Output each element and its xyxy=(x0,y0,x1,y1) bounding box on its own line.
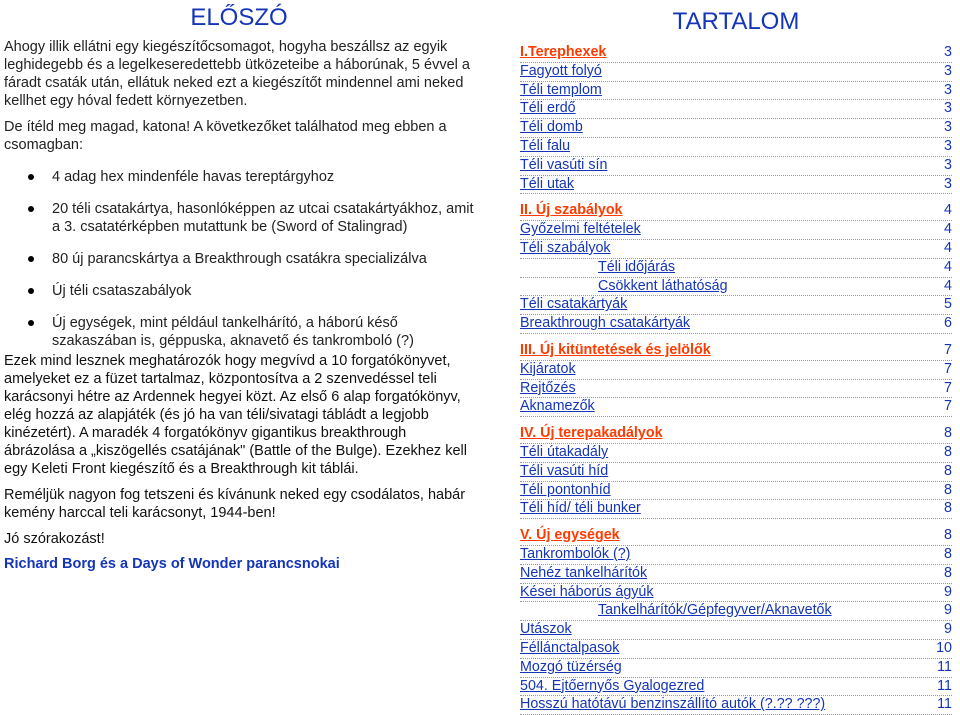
list-item: 80 új parancskártya a Breakthrough csatákra specializálva xyxy=(4,250,474,268)
toc-page-number: 3 xyxy=(944,175,952,192)
toc-page-number: 4 xyxy=(944,202,952,219)
toc-page-number: 11 xyxy=(937,658,952,675)
preface-paragraph-2: De ítéld meg magad, katona! A következőket találhatod meg ebben a csomagban: xyxy=(4,119,447,153)
toc-entry[interactable] xyxy=(520,315,952,334)
toc-entry-title: Téli időjárás xyxy=(598,258,676,275)
toc-section-heading[interactable] xyxy=(520,202,952,221)
toc-page-number: 7 xyxy=(944,398,952,415)
toc-section-heading[interactable] xyxy=(520,44,952,63)
bullet-icon xyxy=(28,256,34,262)
toc-page-number: 3 xyxy=(944,81,952,98)
toc-entry-title: IV. Új terepakadályok xyxy=(520,425,663,442)
toc-entry[interactable] xyxy=(520,482,952,501)
toc-page-number: 8 xyxy=(944,564,952,581)
signature: Richard Borg és a Days of Wonder parancsnokai xyxy=(4,556,340,572)
toc-entry[interactable] xyxy=(520,119,952,138)
toc-entry-title: Győzelmi feltételek xyxy=(520,221,641,238)
toc-entry[interactable] xyxy=(520,584,952,603)
toc-entry-title: Téli útakadály xyxy=(520,443,609,460)
toc-page-number: 5 xyxy=(944,296,952,313)
toc-page-number: 8 xyxy=(944,545,952,562)
toc-page-number: 8 xyxy=(944,462,952,479)
toc-page-number: 3 xyxy=(944,119,952,136)
toc-entry[interactable] xyxy=(520,463,952,482)
toc-page-number: 10 xyxy=(936,639,952,656)
toc-entry[interactable] xyxy=(520,565,952,584)
toc-entry-title: Téli utak xyxy=(520,175,575,192)
toc-section xyxy=(520,8,952,715)
preface-title: ELŐSZÓ xyxy=(190,4,288,31)
toc-page-number: 4 xyxy=(944,277,952,294)
toc-entry[interactable] xyxy=(520,157,952,176)
toc-entry-title: 504. Ejtőernyős Gyalogezred xyxy=(520,677,705,694)
toc-entry-title: Téli erdő xyxy=(520,100,576,117)
bullet-icon xyxy=(28,320,34,326)
toc-page-number: 9 xyxy=(944,583,952,600)
preface-paragraph-4: Reméljük nagyon fog tetszeni és kívánunk neked egy csodálatos, habár kemény harccal teli karácsonyt, 1944-ben! xyxy=(4,487,466,521)
toc-entry-title: Téli csatakártyák xyxy=(520,296,628,313)
toc-page-number: 3 xyxy=(944,62,952,79)
toc-entry-title: Téli híd/ téli bunker xyxy=(520,500,641,517)
toc-page-number: 7 xyxy=(944,360,952,377)
toc-entry[interactable] xyxy=(520,221,952,240)
toc-entry-title: Tankrombolók (?) xyxy=(520,545,631,562)
toc-entry[interactable] xyxy=(520,138,952,157)
toc-page-number: 7 xyxy=(944,341,952,358)
toc-entry-title: Utászok xyxy=(520,621,572,638)
toc-entry-title: Téli szabályok xyxy=(520,239,611,256)
toc-page-number: 4 xyxy=(944,221,952,238)
toc-entry-title: Téli pontonhíd xyxy=(520,481,611,498)
toc-entry-title: Téli vasúti híd xyxy=(520,462,609,479)
toc-section-heading[interactable] xyxy=(520,342,952,361)
toc-entry[interactable] xyxy=(520,361,952,380)
list-item: 4 adag hex mindenféle havas tereptárgyhoz xyxy=(4,168,474,186)
toc-entry[interactable] xyxy=(520,640,952,659)
toc-section-heading[interactable] xyxy=(520,425,952,444)
toc-entry[interactable] xyxy=(520,696,952,715)
toc-section-heading[interactable] xyxy=(520,527,952,546)
toc-entry-title: Fagyott folyó xyxy=(520,62,602,79)
preface-paragraph-3: Ezek mind lesznek meghatározók hogy megvívd a 10 forgatókönyvet, amelyeket ez a füzet tartalmaz, központosítva a 2 szenvedéssel teli karácsonyi hétre az Ardennek hegyei közt. Az első 6 alap forgatókönyv, elég hozzá az alapjáték (és jó ha van téli/sivatagi tábládt a legjobb kinézetért). A maradék 4 forgatókönyv gigantikus breakthrough ábrázolása a „kiszögellés csatájának" (Battle of the Bulge). Ezekhez kell egy Keleti Front kiegészítő és a Breakthrough kit táblái. xyxy=(4,353,467,477)
toc-entry-title: Téli domb xyxy=(520,119,583,136)
toc-entry[interactable] xyxy=(520,678,952,697)
toc-page-number: 7 xyxy=(944,379,952,396)
toc-entry[interactable] xyxy=(520,398,952,417)
toc-entry[interactable] xyxy=(520,63,952,82)
toc-entry[interactable] xyxy=(520,546,952,565)
toc-title: TARTALOM xyxy=(672,8,800,35)
toc-entry[interactable] xyxy=(520,602,952,621)
toc-entry[interactable] xyxy=(520,176,952,195)
toc-page-number: 4 xyxy=(944,239,952,256)
toc-entry[interactable] xyxy=(520,621,952,640)
toc-entry-title: Kijáratok xyxy=(520,360,576,377)
toc-entry-title: Kései háborús ágyúk xyxy=(520,583,654,600)
bullet-icon xyxy=(28,288,34,294)
contents-list xyxy=(4,168,474,350)
toc-entry-title: III. Új kitüntetések és jelölők xyxy=(520,341,711,358)
toc-entry-title: V. Új egységek xyxy=(520,527,620,544)
toc-entry[interactable] xyxy=(520,82,952,101)
toc-page-number: 11 xyxy=(937,696,952,713)
toc-entry-title: Csökkent láthatóság xyxy=(598,277,728,294)
toc-entry-title: Téli vasúti sín xyxy=(520,156,608,173)
toc-entry[interactable] xyxy=(520,100,952,119)
toc-page-number: 9 xyxy=(944,621,952,638)
toc-entry-title: Hosszú hatótávú benzinszállító autók (?.?? ???) xyxy=(520,696,826,713)
toc-entry-title: Mozgó tüzérség xyxy=(520,658,622,675)
toc-entry-title: Nehéz tankelhárítók xyxy=(520,564,648,581)
list-item: Új egységek, mint például tankelhárító, a háború késő szakaszában is, géppuska, aknavető és tankromboló (?) xyxy=(4,314,474,350)
toc-page-number: 3 xyxy=(944,100,952,117)
bullet-icon xyxy=(28,206,34,212)
toc-entry-title: Tankelhárítók/Gépfegyver/Aknavetők xyxy=(598,602,832,619)
toc-entry[interactable] xyxy=(520,659,952,678)
toc-page-number: 8 xyxy=(944,500,952,517)
toc-entry-title: Aknamezők xyxy=(520,398,595,415)
toc-page-number: 8 xyxy=(944,443,952,460)
toc-entry-title: Breakthrough csatakártyák xyxy=(520,315,691,332)
toc-entry[interactable] xyxy=(520,296,952,315)
toc-entry[interactable] xyxy=(520,444,952,463)
preface-paragraph-1: Ahogy illik ellátni egy kiegészítőcsomagot, hogyha beszállsz az egyik leghidegebb és a legelkeseredettebb ütközeteibe a háborúnak, 5 évvel a fáradt csaták után, ellátuk neked ezt a kiegészítőt mindennel ami neked kellhet egy hóval fedett környezetben. xyxy=(4,39,470,109)
toc-page-number: 3 xyxy=(944,44,952,60)
toc-page-number: 8 xyxy=(944,481,952,498)
bullet-icon xyxy=(28,174,34,180)
preface-section xyxy=(4,4,474,572)
toc-entry[interactable] xyxy=(520,500,952,519)
toc-entry[interactable] xyxy=(520,278,952,297)
toc-entry-title: I.Terephexek xyxy=(520,44,607,60)
toc-page-number: 6 xyxy=(944,315,952,332)
toc-page-number: 3 xyxy=(944,137,952,154)
list-item: Új téli csataszabályok xyxy=(4,282,474,300)
toc-page-number: 8 xyxy=(944,527,952,544)
toc-entry-title: Téli falu xyxy=(520,137,571,154)
toc-entry[interactable] xyxy=(520,240,952,259)
toc-entry-title: II. Új szabályok xyxy=(520,202,623,219)
toc-page-number: 11 xyxy=(937,677,952,694)
toc-page-number: 8 xyxy=(944,425,952,442)
toc-entry-title: Féllánctalpasok xyxy=(520,639,620,656)
preface-paragraph-5: Jó szórakozást! xyxy=(4,531,105,547)
toc-entry[interactable] xyxy=(520,380,952,399)
toc-page-number: 3 xyxy=(944,156,952,173)
list-item: 20 téli csatakártya, hasonlóképpen az utcai csatakártyákhoz, amit a 3. csatatérképben mutattunk be (Sword of Stalingrad) xyxy=(4,200,474,236)
toc-page-number: 9 xyxy=(944,602,952,619)
toc-list xyxy=(520,44,952,715)
toc-page-number: 4 xyxy=(944,258,952,275)
toc-entry-title: Rejtőzés xyxy=(520,379,576,396)
toc-entry[interactable] xyxy=(520,259,952,278)
toc-entry-title: Téli templom xyxy=(520,81,602,98)
